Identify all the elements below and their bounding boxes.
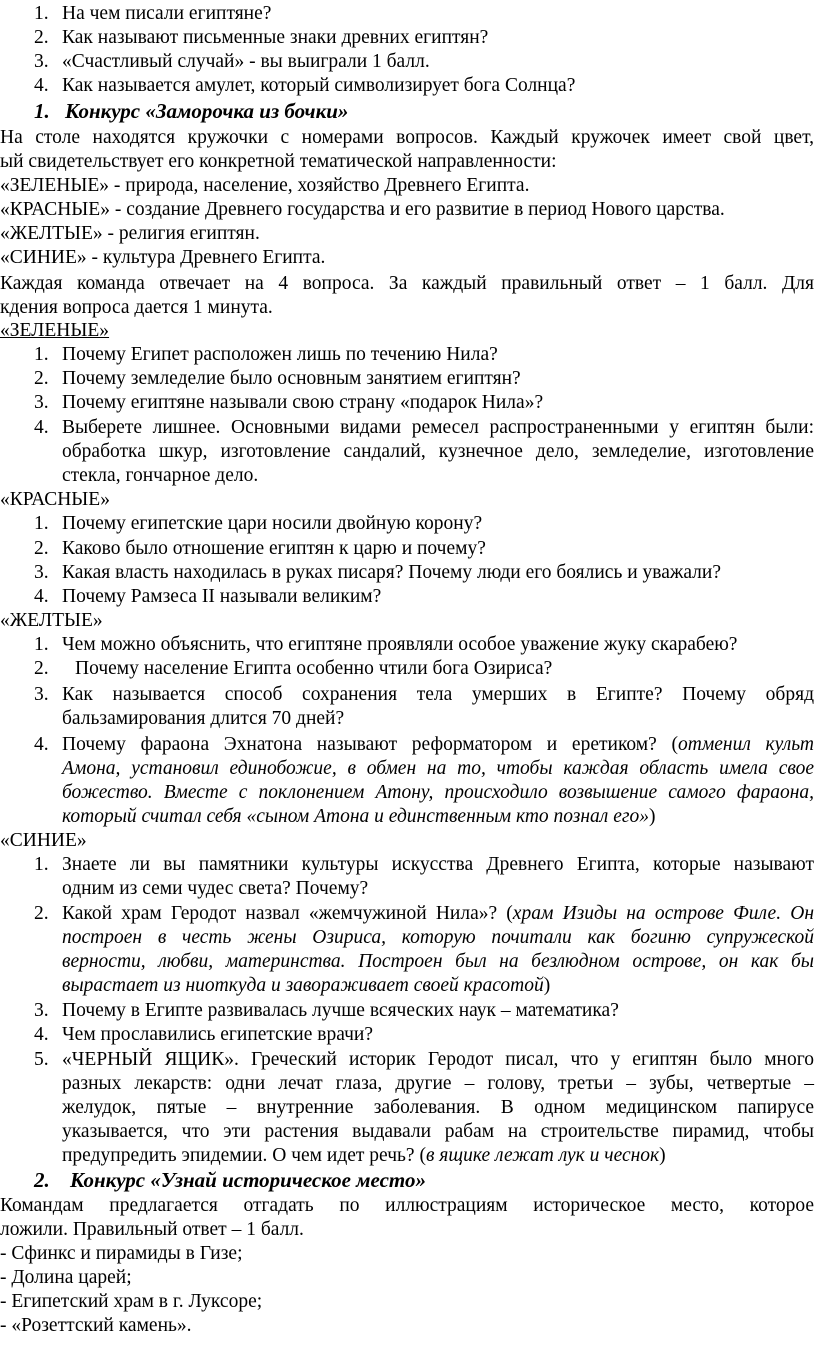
- list-number: 4.: [34, 75, 49, 96]
- question: Почему египетские цари носили двойную корону?: [62, 513, 483, 534]
- category-yellow-desc: «ЖЕЛТЫЕ» - религия египтян.: [0, 223, 260, 244]
- category-label: «ЗЕЛЕНЫЕ»: [0, 320, 110, 341]
- category-green-desc: «ЗЕЛЕНЫЕ» - природа, население, хозяйство Древнего Египта.: [0, 175, 530, 196]
- question: Знаете ли вы памятники культуры искусства Древнего Египта, которые называют: [62, 854, 814, 875]
- section-heading: Конкурс «Узнай историческое место»: [70, 1168, 426, 1192]
- list-number: 1.: [34, 3, 49, 24]
- paragraph-line: Командам предлагается отгадать по иллюстрациям историческое место, которое: [0, 1195, 814, 1216]
- question: Какая власть находилась в руках писаря? Почему люди его боялись и уважали?: [62, 562, 722, 583]
- question-cont: стекла, гончарное дело.: [62, 465, 259, 486]
- section-number: 2.: [34, 1168, 50, 1192]
- question: Почему Египет расположен лишь по течению Нила?: [62, 344, 498, 365]
- question: Выберете лишнее. Основными видами ремесел распространенными у египтян были:: [62, 417, 814, 438]
- category-red-desc: «КРАСНЫЕ» - создание Древнего государства и его развитие в период Нового царства.: [0, 199, 725, 220]
- question: Почему Рамзеса II называли великим?: [62, 586, 382, 607]
- question-cont: указывается, что эти растения выдавали рабам на строительстве пирамид, чтобы: [62, 1121, 814, 1142]
- list-number: 2.: [34, 27, 49, 48]
- question: Чем прославились египетские врачи?: [62, 1024, 374, 1045]
- question-cont: желудок, пятые – внутренние заболевания. В одном медицинском папирусе: [62, 1097, 814, 1118]
- question: Каково было отношение египтян к царю и почему?: [62, 538, 486, 559]
- list-item: - Египетский храм в г. Луксоре;: [0, 1291, 263, 1312]
- question: Почему фараона Эхнатона называют реформатором и еретиком? (отменил культ: [62, 734, 814, 755]
- category-blue-desc: «СИНИЕ» - культура Древнего Египта.: [0, 247, 326, 268]
- question-cont: обработка шкур, изготовление сандалий, кузнечное дело, земледелие, изготовление: [62, 441, 814, 462]
- question-cont: предупредить эпидемии. О чем идет речь? (в ящике лежат лук и чеснок): [62, 1145, 666, 1166]
- question: Почему в Египте развивалась лучше всяческих наук – математика?: [62, 1000, 619, 1021]
- paragraph-line: Каждая команда отвечает на 4 вопроса. За каждый правильный ответ – 1 балл. Для: [0, 273, 814, 294]
- list-item: Как называют письменные знаки древних египтян?: [62, 27, 489, 48]
- answer-hint: Амона, установил единобожие, в обмен на то, чтобы каждая область имела свое: [62, 758, 814, 779]
- question-cont: бальзамирования длится 70 дней?: [62, 708, 345, 729]
- section-number: 1.: [34, 99, 50, 123]
- question-cont: разных лекарств: одни лечат глаза, другие – голову, третьи – зубы, четвертые –: [62, 1073, 814, 1094]
- list-item: «Счастливый случай» - вы выиграли 1 балл.: [62, 51, 430, 72]
- paragraph-line: ый свидетельствует его конкретной тематической направленности:: [0, 151, 557, 172]
- question: Почему египтяне называли свою страну «подарок Нила»?: [62, 392, 544, 413]
- paragraph-line: кдения вопроса дается 1 минута.: [0, 297, 273, 318]
- question: Какой храм Геродот назвал «жемчужиной Нила»? (храм Изиды на острове Филе. Он: [62, 903, 814, 924]
- list-item: На чем писали египтяне?: [62, 3, 272, 24]
- list-item: - Долина царей;: [0, 1267, 132, 1288]
- list-item: - Сфинкс и пирамиды в Гизе;: [0, 1243, 243, 1264]
- category-label: «КРАСНЫЕ»: [0, 489, 110, 510]
- category-label: «ЖЕЛТЫЕ»: [0, 610, 103, 631]
- question: Почему земледелие было основным занятием египтян?: [62, 368, 521, 389]
- answer-hint: верности, любви, материнства. Построен был на безлюдном острове, он как бы: [62, 951, 814, 972]
- answer-hint: вырастает из ниоткуда и завораживает своей красотой): [62, 975, 551, 996]
- question-cont: одним из семи чудес света? Почему?: [62, 878, 369, 899]
- paragraph-line: ложили. Правильный ответ – 1 балл.: [0, 1219, 304, 1240]
- list-number: 3.: [34, 51, 49, 72]
- answer-hint: который считал себя «сыном Атона и единственным кто познал его»): [62, 806, 656, 827]
- answer-hint: божество. Вместе с поклонением Атону, происходило возвышение самого фараона,: [62, 782, 814, 803]
- answer-hint: построен в честь жены Озириса, которую почитали как богиню супружеской: [62, 927, 814, 948]
- section-heading: Конкурс «Заморочка из бочки»: [65, 99, 349, 123]
- question: Чем можно объяснить, что египтяне проявляли особое уважение жуку скарабею?: [62, 634, 738, 655]
- question: Как называется способ сохранения тела умерших в Египте? Почему обряд: [62, 684, 814, 705]
- question: «ЧЕРНЫЙ ЯЩИК». Греческий историк Геродот писал, что у египтян было много: [62, 1049, 814, 1070]
- list-item: - «Розеттский камень».: [0, 1315, 192, 1336]
- category-label: «СИНИЕ»: [0, 830, 87, 851]
- question: Почему население Египта особенно чтили бога Озириса?: [75, 658, 553, 679]
- list-item: Как называется амулет, который символизирует бога Солнца?: [62, 75, 576, 96]
- paragraph-line: На столе находятся кружочки с номерами вопросов. Каждый кружочек имеет свой цвет,: [0, 127, 814, 148]
